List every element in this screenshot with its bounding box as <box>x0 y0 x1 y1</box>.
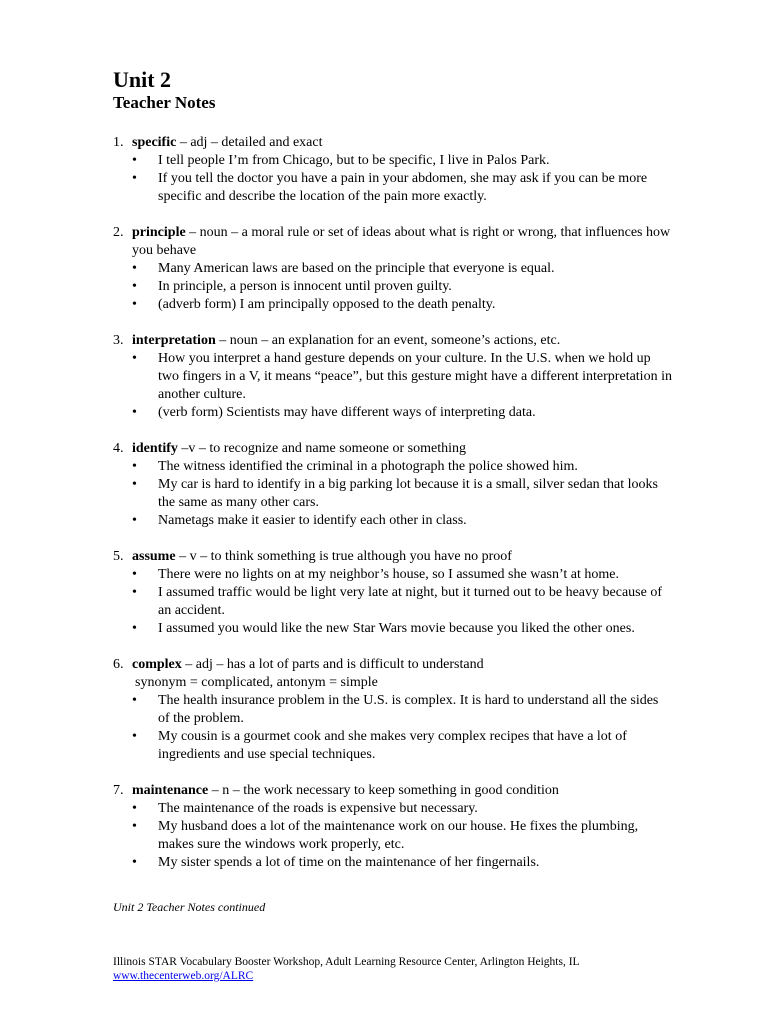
entry-number: 5. <box>113 549 124 564</box>
vocab-definition <box>113 656 673 674</box>
example-text: Nametags make it easier to identify each other in class. <box>158 513 467 528</box>
bullet-icon: • <box>132 585 137 600</box>
vocab-entry <box>113 224 673 314</box>
example-text: (adverb form) I am principally opposed to the death penalty. <box>158 297 496 312</box>
vocab-entry <box>113 332 673 422</box>
example-item <box>113 152 673 170</box>
vocab-definition <box>113 440 673 458</box>
example-item <box>113 458 673 476</box>
example-list <box>113 458 673 530</box>
vocab-definition <box>113 332 673 350</box>
example-text: There were no lights on at my neighbor’s house, so I assumed she wasn’t at home. <box>158 567 620 582</box>
vocab-definition <box>113 782 673 800</box>
example-text: I assumed traffic would be light very late at night, but it turned out to be heavy because of an accident. <box>158 585 662 618</box>
example-item <box>113 278 673 296</box>
vocab-word: complex <box>132 657 182 672</box>
definition-text: –v – to recognize and name someone or something <box>177 441 466 456</box>
definition-text: – noun – a moral rule or set of ideas about what is right or wrong, that influences how you behave <box>132 225 671 258</box>
entry-number: 6. <box>113 657 124 672</box>
bullet-icon: • <box>132 513 137 528</box>
definition-text: – noun – an explanation for an event, someone’s actions, etc. <box>215 333 561 348</box>
example-list <box>113 260 673 314</box>
example-item <box>113 800 673 818</box>
example-item <box>113 296 673 314</box>
vocab-word: principle <box>132 225 186 240</box>
vocab-entry <box>113 656 673 764</box>
teacher-notes-title: Teacher Notes <box>113 93 216 112</box>
synonym-line: synonym = complicated, antonym = simple <box>135 675 378 690</box>
vocab-word: specific <box>132 135 177 150</box>
example-item <box>113 350 673 404</box>
definition-text: – n – the work necessary to keep something in good condition <box>208 783 559 798</box>
bullet-icon: • <box>132 477 137 492</box>
example-list <box>113 152 673 206</box>
vocab-definition <box>113 224 673 260</box>
example-text: In principle, a person is innocent until proven guilty. <box>158 279 452 294</box>
example-list <box>113 692 673 764</box>
bullet-icon: • <box>132 621 137 636</box>
bullet-icon: • <box>132 855 137 870</box>
vocab-entry <box>113 134 673 206</box>
entry-number: 7. <box>113 783 124 798</box>
bullet-icon: • <box>132 459 137 474</box>
definition-text: – adj – detailed and exact <box>176 135 323 150</box>
example-list <box>113 566 673 638</box>
vocab-word: interpretation <box>132 333 216 348</box>
example-item <box>113 476 673 512</box>
definition-text: – v – to think something is true although you have no proof <box>175 549 512 564</box>
bullet-icon: • <box>132 153 137 168</box>
example-text: The health insurance problem in the U.S. is complex. It is hard to understand all the sides of the problem. <box>158 693 659 726</box>
vocab-word: maintenance <box>132 783 209 798</box>
example-text: How you interpret a hand gesture depends on your culture. In the U.S. when we hold up two fingers in a V, it means “peace”, but this gesture might have a different interpretation in another culture. <box>158 351 672 402</box>
example-text: I assumed you would like the new Star Wars movie because you liked the other ones. <box>158 621 635 636</box>
vocab-word: assume <box>132 549 176 564</box>
entry-number: 2. <box>113 225 124 240</box>
vocab-word: identify <box>132 441 178 456</box>
example-text: Many American laws are based on the principle that everyone is equal. <box>158 261 555 276</box>
continued-note: Unit 2 Teacher Notes continued <box>113 900 266 914</box>
bullet-icon: • <box>132 567 137 582</box>
bullet-icon: • <box>132 171 137 186</box>
example-item <box>113 566 673 584</box>
example-item <box>113 692 673 728</box>
entry-number: 4. <box>113 441 124 456</box>
bullet-icon: • <box>132 819 137 834</box>
bullet-icon: • <box>132 405 137 420</box>
example-item <box>113 854 673 872</box>
vocabulary-list <box>113 134 673 890</box>
example-item <box>113 620 673 638</box>
entry-number: 1. <box>113 135 124 150</box>
footer-credit: Illinois STAR Vocabulary Booster Workshop, Adult Learning Resource Center, Arlington Heights, IL <box>113 956 580 968</box>
example-text: I tell people I’m from Chicago, but to be specific, I live in Palos Park. <box>158 153 550 168</box>
example-item <box>113 818 673 854</box>
bullet-icon: • <box>132 801 137 816</box>
example-text: The witness identified the criminal in a photograph the police showed him. <box>158 459 578 474</box>
vocab-definition <box>113 548 673 566</box>
definition-text: – adj – has a lot of parts and is difficult to understand <box>181 657 484 672</box>
vocab-entry <box>113 548 673 638</box>
unit-title: Unit 2 <box>113 67 172 92</box>
example-text: My cousin is a gourmet cook and she makes very complex recipes that have a lot of ingredients and use special techniques. <box>158 729 627 762</box>
example-list <box>113 800 673 872</box>
example-item <box>113 728 673 764</box>
footer-link[interactable]: www.thecenterweb.org/ALRC <box>113 970 254 982</box>
example-item <box>113 170 673 206</box>
bullet-icon: • <box>132 351 137 366</box>
example-item <box>113 404 673 422</box>
example-text: (verb form) Scientists may have different ways of interpreting data. <box>158 405 536 420</box>
example-item <box>113 260 673 278</box>
vocab-definition <box>113 134 673 152</box>
example-item <box>113 512 673 530</box>
example-text: If you tell the doctor you have a pain in your abdomen, she may ask if you can be more specific and describe the location of the pain more exactly. <box>158 171 648 204</box>
example-item <box>113 584 673 620</box>
example-list <box>113 350 673 422</box>
entry-number: 3. <box>113 333 124 348</box>
vocab-entry <box>113 440 673 530</box>
example-text: The maintenance of the roads is expensive but necessary. <box>158 801 478 816</box>
bullet-icon: • <box>132 279 137 294</box>
bullet-icon: • <box>132 729 137 744</box>
example-text: My sister spends a lot of time on the maintenance of her fingernails. <box>158 855 540 870</box>
vocab-entry <box>113 782 673 872</box>
example-text: My husband does a lot of the maintenance work on our house. He fixes the plumbing, makes sure the windows work properly, etc. <box>158 819 639 852</box>
bullet-icon: • <box>132 693 137 708</box>
example-text: My car is hard to identify in a big parking lot because it is a small, silver sedan that looks the same as many other cars. <box>158 477 659 510</box>
bullet-icon: • <box>132 261 137 276</box>
bullet-icon: • <box>132 297 137 312</box>
